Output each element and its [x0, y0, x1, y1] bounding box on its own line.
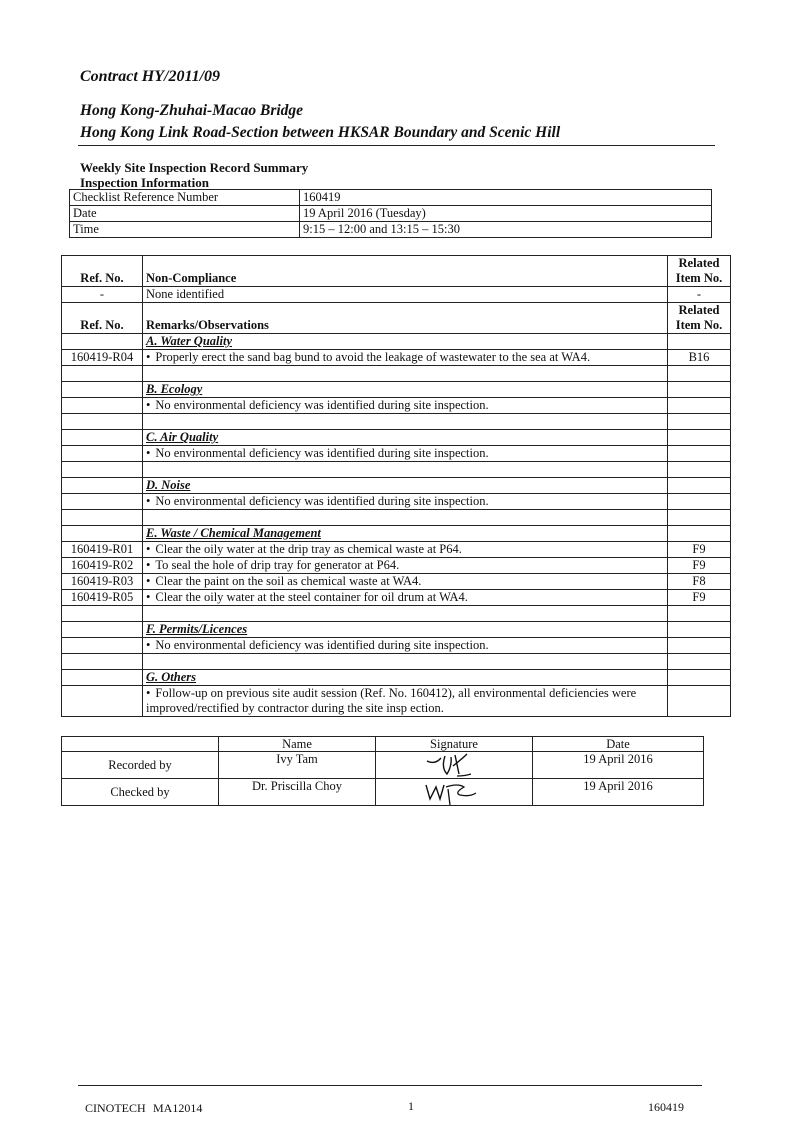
- related-cell: F8: [668, 574, 731, 590]
- signoff-header-row: [62, 737, 704, 752]
- remark-cell: • Clear the oily water at the drip tray as chemical waste at P64.: [143, 542, 668, 558]
- noncompliance-header: Non-Compliance: [143, 256, 668, 287]
- info-value: 19 April 2016 (Tuesday): [300, 206, 712, 222]
- related-cell: -: [668, 287, 731, 303]
- related-cell: F9: [668, 542, 731, 558]
- related-cell: F9: [668, 558, 731, 574]
- related-cell: B16: [668, 350, 731, 366]
- date-cell: 19 April 2016: [533, 752, 704, 779]
- related-header-line1: Related: [678, 256, 720, 270]
- remark-cell: • Follow-up on previous site audit session (Ref. No. 160412), all environmental deficiencies were improved/rectified by contractor during the site insp ection.: [143, 686, 668, 717]
- remark-cell: • No environmental deficiency was identified during site inspection.: [143, 398, 668, 414]
- signature-cell: [376, 779, 533, 806]
- ref-cell: 160419-R03: [62, 574, 143, 590]
- info-label: Time: [70, 222, 300, 238]
- table-row: [62, 686, 731, 717]
- info-title: Inspection Information: [80, 175, 209, 190]
- remark-cell: • Properly erect the sand bag bund to avoid the leakage of wastewater to the sea at WA4.: [143, 350, 668, 366]
- info-value: 160419: [300, 190, 712, 206]
- date-cell: 19 April 2016: [533, 779, 704, 806]
- section-title-noise: D. Noise: [143, 478, 668, 494]
- remark-cell: • No environmental deficiency was identified during site inspection.: [143, 446, 668, 462]
- signoff-table: [61, 736, 704, 806]
- name-cell: Ivy Tam: [219, 752, 376, 779]
- info-label: Date: [70, 206, 300, 222]
- related-header-line2: Item No.: [675, 271, 723, 285]
- header-rule: [78, 145, 715, 146]
- ref-header: Ref. No.: [62, 256, 143, 287]
- signature-header: Signature: [376, 737, 533, 752]
- table-row: [62, 350, 731, 366]
- remark-cell: • No environmental deficiency was identified during site inspection.: [143, 494, 668, 510]
- name-header: Name: [219, 737, 376, 752]
- ref-cell: 160419-R04: [62, 350, 143, 366]
- section-title-permits: F. Permits/Licences: [143, 622, 668, 638]
- ref-cell: 160419-R01: [62, 542, 143, 558]
- section-title-others: G. Others: [143, 670, 668, 686]
- role-cell: Recorded by: [62, 752, 219, 779]
- footer-doc-code: MA12014: [153, 1101, 203, 1115]
- ref-header: Ref. No.: [62, 303, 143, 334]
- name-cell: Dr. Priscilla Choy: [219, 779, 376, 806]
- signoff-row: [62, 779, 704, 806]
- signature-ivy-tam: [419, 752, 489, 778]
- info-row: [70, 190, 712, 206]
- table-row: [62, 574, 731, 590]
- footer-page-number: 1: [408, 1099, 414, 1113]
- signoff-row: [62, 752, 704, 779]
- table-row: [62, 494, 731, 510]
- section-title-waste-chemical: E. Waste / Chemical Management: [143, 526, 668, 542]
- inspection-record-table: [61, 255, 731, 717]
- footer-ref: 160419: [648, 1100, 684, 1114]
- table-row: [62, 558, 731, 574]
- table-row: [62, 398, 731, 414]
- remark-cell: • To seal the hole of drip tray for generator at P64.: [143, 558, 668, 574]
- ref-cell: -: [62, 287, 143, 303]
- ref-cell: 160419-R05: [62, 590, 143, 606]
- section-title-ecology: B. Ecology: [143, 382, 668, 398]
- info-value: 9:15 – 12:00 and 13:15 – 15:30: [300, 222, 712, 238]
- info-label: Checklist Reference Number: [70, 190, 300, 206]
- noncompliance-cell: None identified: [143, 287, 668, 303]
- signature-priscilla-choy: [414, 779, 494, 805]
- remarks-header: Remarks/Observations: [143, 303, 668, 334]
- footer-rule: [78, 1085, 702, 1086]
- related-header: [668, 303, 731, 334]
- remark-cell: • Clear the paint on the soil as chemical waste at WA4.: [143, 574, 668, 590]
- table-row: [62, 542, 731, 558]
- table-row: [62, 590, 731, 606]
- date-header: Date: [533, 737, 704, 752]
- remark-cell: • Clear the oily water at the steel container for oil drum at WA4.: [143, 590, 668, 606]
- inspection-info-table: [69, 189, 712, 238]
- section-title-water-quality: A. Water Quality: [143, 334, 668, 350]
- table-row: [62, 638, 731, 654]
- remark-cell: • No environmental deficiency was identified during site inspection.: [143, 638, 668, 654]
- section-title-air-quality: C. Air Quality: [143, 430, 668, 446]
- info-row: [70, 222, 712, 238]
- footer-company: CINOTECH: [85, 1101, 146, 1115]
- role-cell: Checked by: [62, 779, 219, 806]
- noncompliance-header-row: [62, 256, 731, 287]
- project-title-line1: Hong Kong-Zhuhai-Macao Bridge: [80, 102, 304, 119]
- related-header-line1: Related: [678, 303, 720, 317]
- table-row: [62, 446, 731, 462]
- signature-cell: [376, 752, 533, 779]
- table-row: [62, 287, 731, 303]
- info-row: [70, 206, 712, 222]
- related-header: [668, 256, 731, 287]
- related-header-line2: Item No.: [675, 318, 723, 332]
- project-title-line2: Hong Kong Link Road-Section between HKSAR Boundary and Scenic Hill: [80, 124, 561, 141]
- related-cell: F9: [668, 590, 731, 606]
- ref-cell: 160419-R02: [62, 558, 143, 574]
- remarks-header-row: [62, 303, 731, 334]
- summary-title: Weekly Site Inspection Record Summary: [80, 160, 309, 175]
- contract-number: Contract HY/2011/09: [80, 68, 221, 85]
